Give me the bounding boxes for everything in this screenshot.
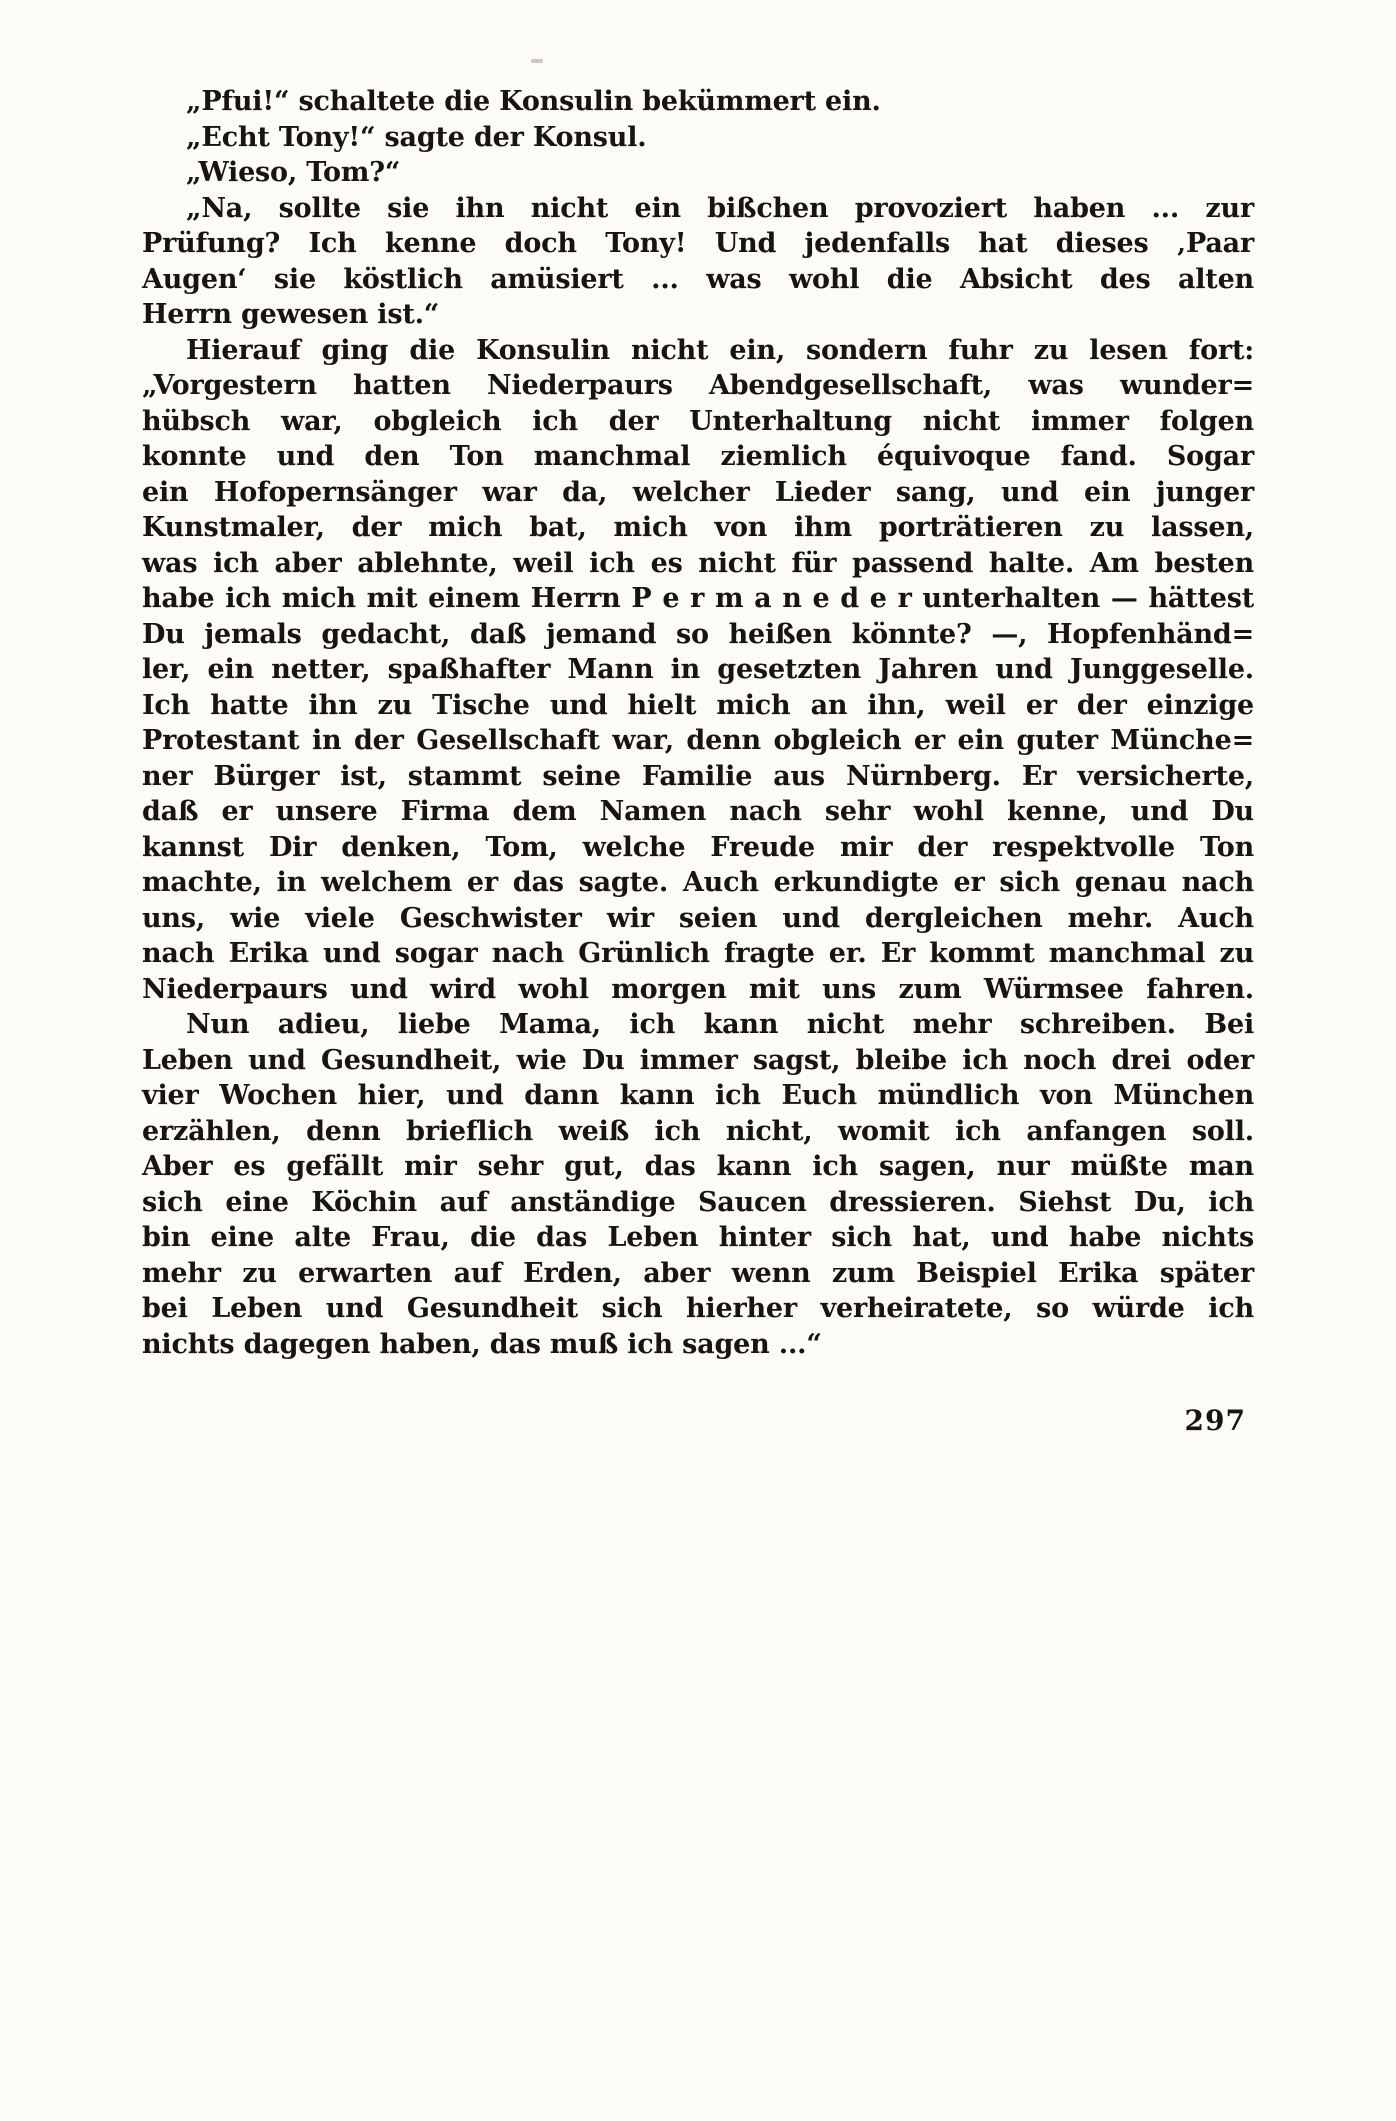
text-line: mehr zu erwarten auf Erden, aber wenn zum Beispiel Erika später xyxy=(142,1257,1254,1289)
text-line: daß er unsere Firma dem Namen nach sehr wohl kenne, und Du xyxy=(142,796,1254,827)
text-line: uns, wie viele Geschwister wir seien und dergleichen mehr. Auch xyxy=(142,902,1254,934)
text-line: „Na, sollte sie ihn nicht ein bißchen provoziert haben ... zur xyxy=(186,192,1254,224)
text-line: vier Wochen hier, und dann kann ich Euch mündlich von München xyxy=(142,1080,1254,1111)
text-line: „Wieso, Tom?“ xyxy=(186,157,401,188)
text-line: Herrn gewesen ist.“ xyxy=(142,299,440,330)
text-line: erzählen, denn brieflich weiß ich nicht, womit ich anfangen soll. xyxy=(142,1115,1254,1147)
text-line: habe ich mich mit einem Herrn P e r m a n e d e r unterhalten — hättest xyxy=(142,583,1254,614)
text-line: Ich hatte ihn zu Tische und hielt mich an ihn, weil er der einzige xyxy=(142,689,1254,721)
text-line: „Echt Tony!“ sagte der Konsul. xyxy=(186,121,647,153)
text-line: kannst Dir denken, Tom, welche Freude mir der respektvolle Ton xyxy=(142,831,1254,863)
text-line: nach Erika und sogar nach Grünlich fragte er. Er kommt manchmal zu xyxy=(142,938,1254,969)
text-line: Du jemals gedacht, daß jemand so heißen könnte? —, Hopfenhänd= xyxy=(142,618,1254,650)
text-block xyxy=(142,84,1254,1362)
scan-artifact xyxy=(531,59,543,63)
text-line: bin eine alte Frau, die das Leben hinter sich hat, und habe nichts xyxy=(142,1222,1254,1253)
text-line: ner Bürger ist, stammt seine Familie aus Nürnberg. Er versicherte, xyxy=(142,760,1254,792)
text-line: Augen‘ sie köstlich amüsiert ... was wohl die Absicht des alten xyxy=(142,263,1254,295)
text-line: Nun adieu, liebe Mama, ich kann nicht mehr schreiben. Bei xyxy=(186,1009,1254,1040)
text-line: nichts dagegen haben, das muß ich sagen ...“ xyxy=(142,1328,822,1360)
text-line: Kunstmaler, der mich bat, mich von ihm porträtieren zu lassen, xyxy=(142,512,1254,543)
text-line: ein Hofopernsänger war da, welcher Lieder sang, und ein junger xyxy=(142,476,1254,508)
text-line: ler, ein netter, spaßhafter Mann in gesetzten Jahren und Junggeselle. xyxy=(142,654,1254,685)
text-line: Protestant in der Gesellschaft war, denn obgleich er ein guter Münche= xyxy=(142,725,1254,756)
text-line: Prüfung? Ich kenne doch Tony! Und jedenfalls hat dieses ‚Paar xyxy=(142,228,1254,259)
text-line: Aber es gefällt mir sehr gut, das kann ich sagen, nur müßte man xyxy=(142,1151,1254,1182)
text-line: „Vorgestern hatten Niederpaurs Abendgesellschaft, was wunder= xyxy=(142,370,1254,401)
text-line: Leben und Gesundheit, wie Du immer sagst, bleibe ich noch drei oder xyxy=(142,1044,1254,1076)
text-line: sich eine Köchin auf anständige Saucen dressieren. Siehst Du, ich xyxy=(142,1186,1254,1218)
text-line: machte, in welchem er das sagte. Auch erkundigte er sich genau nach xyxy=(142,867,1254,898)
text-line: hübsch war, obgleich ich der Unterhaltung nicht immer folgen xyxy=(142,405,1254,437)
text-line: konnte und den Ton manchmal ziemlich équivoque fand. Sogar xyxy=(142,441,1254,472)
text-line: Niederpaurs und wird wohl morgen mit uns zum Würmsee fahren. xyxy=(142,973,1254,1005)
text-line: „Pfui!“ schaltete die Konsulin bekümmert ein. xyxy=(186,86,881,117)
text-line: bei Leben und Gesundheit sich hierher verheiratete, so würde ich xyxy=(142,1293,1254,1324)
text-line: Hierauf ging die Konsulin nicht ein, sondern fuhr zu lesen fort: xyxy=(186,334,1254,366)
text-line: was ich aber ablehnte, weil ich es nicht für passend halte. Am besten xyxy=(142,547,1254,579)
page-number: 297 xyxy=(1184,1404,1246,1437)
